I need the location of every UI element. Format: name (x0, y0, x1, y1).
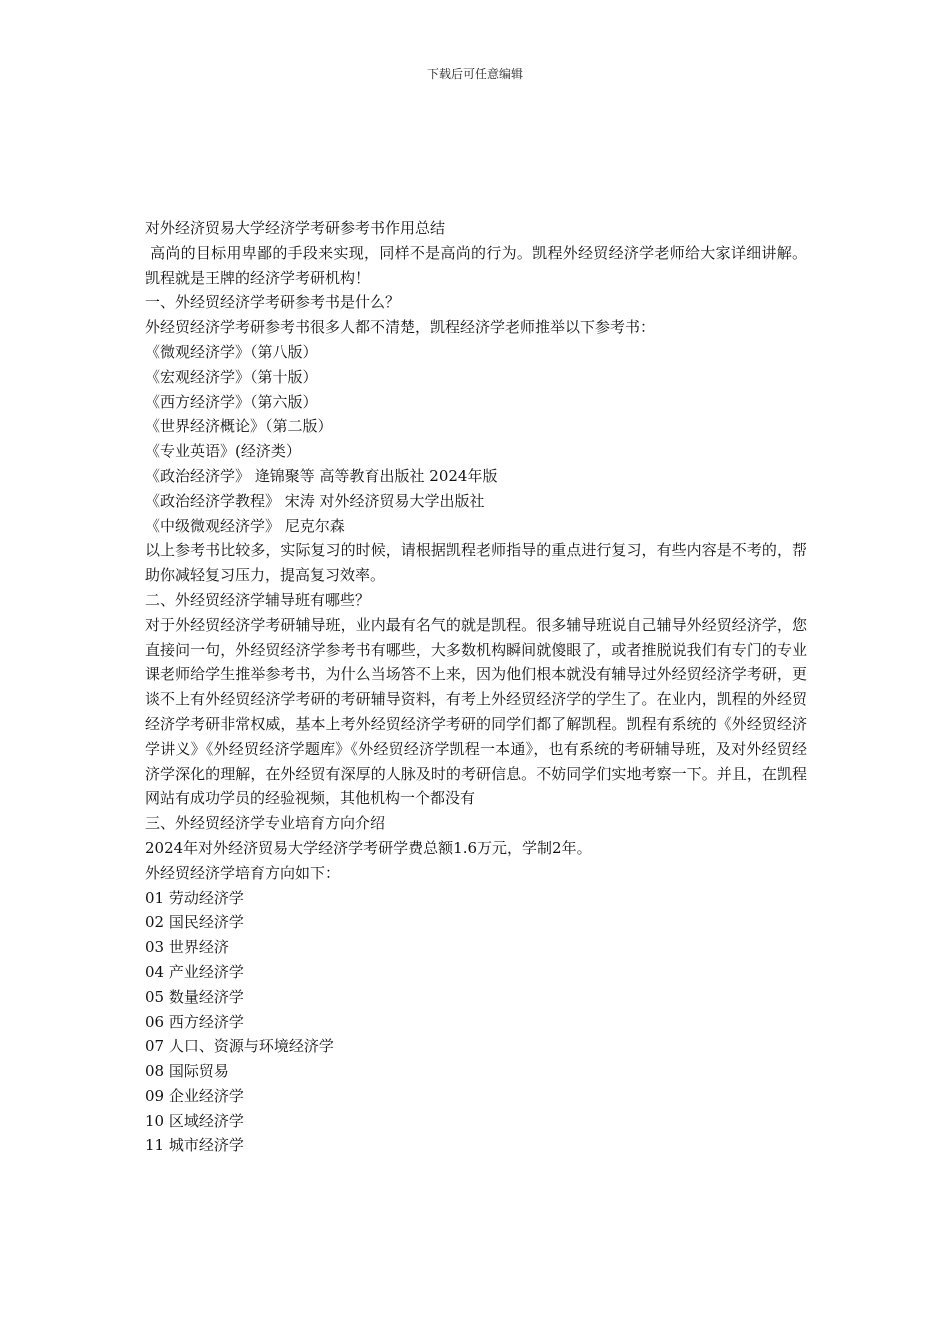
book-item: 《宏观经济学》（第十版） (145, 367, 318, 386)
page-header: 下载后可任意编辑 (426, 67, 523, 81)
direction-item: 03 世界经济 (145, 938, 229, 957)
book-item: 《专业英语》(经济类） (145, 442, 301, 461)
intro-paragraph: 高尚的目标用卑鄙的手段来实现，同样不是高尚的行为。凯程外经贸经济学老师给大家详细讲解。凯程就是王牌的经济学考研机构！ (145, 243, 807, 287)
direction-item: 10 区域经济学 (145, 1111, 244, 1130)
section2-heading: 二、外经贸经济学辅导班有哪些？ (145, 590, 371, 609)
document-title: 对外经济贸易大学经济学考研参考书作用总结 (145, 219, 446, 237)
book-item: 《微观经济学》（第八版） (145, 342, 318, 361)
section3-lead: 外经贸经济学培育方向如下： (145, 863, 341, 882)
book-item: 《政治经济学》 逄锦聚等 高等教育出版社 2024年版 (145, 466, 498, 485)
book-item: 《政治经济学教程》 宋涛 对外经济贸易大学出版社 (145, 491, 485, 510)
direction-item: 07 人口、资源与环境经济学 (145, 1037, 334, 1056)
section1-lead: 外经贸经济学考研参考书很多人都不清楚，凯程经济学老师推举以下参考书： (145, 318, 656, 337)
section1-note: 以上参考书比较多，实际复习的时候，请根据凯程老师指导的重点进行复习，有些内容是不考的，帮助你减轻复习压力，提高复习效率。 (145, 541, 807, 585)
section2-body: 对于外经贸经济学考研辅导班，业内最有名气的就是凯程。很多辅导班说自己辅导外经贸经济学，您直接问一句，外经贸经济学参考书有哪些，大多数机构瞬间就傻眼了，或者推脱说我们有专门的专业课老师给学生推举参考书，为什么当场答不上来，因为他们根本就没有辅导过外经贸经济学考研，更谈不上有外经贸经济学考研的考研辅导资料，有考上外经贸经济学的学生了。在业内，凯程的外经贸经济学考研非常权威，基本上考外经贸经济学考研的同学们都了解凯程。凯程有系统的《外经贸经济学讲义》《外经贸经济学题库》《外经贸经济学凯程一本通》，也有系统的考研辅导班，及对外经贸经济学深化的理解，在外经贸有深厚的人脉及时的考研信息。不妨同学们实地考察一下。并且，在凯程网站有成功学员的经验视频，其他机构一个都没有 (145, 615, 807, 808)
section3-fee: 2024年对外经济贸易大学经济学考研学费总额1.6万元，学制2年。 (145, 838, 592, 857)
direction-item: 02 国民经济学 (145, 913, 244, 932)
book-item: 《世界经济概论》（第二版） (145, 417, 333, 436)
book-item: 《西方经济学》（第六版） (145, 392, 318, 411)
direction-item: 11 城市经济学 (145, 1136, 244, 1155)
direction-item: 09 企业经济学 (145, 1086, 244, 1105)
document-body (145, 216, 807, 1158)
direction-item: 01 劳动经济学 (145, 888, 244, 907)
direction-item: 04 产业经济学 (145, 962, 244, 981)
section3-heading: 三、外经贸经济学专业培育方向介绍 (145, 814, 386, 833)
direction-item: 06 西方经济学 (145, 1012, 244, 1031)
direction-item: 05 数量经济学 (145, 987, 244, 1006)
section1-heading: 一、外经贸经济学考研参考书是什么？ (145, 293, 401, 312)
direction-item: 08 国际贸易 (145, 1062, 229, 1081)
book-item: 《中级微观经济学》 尼克尔森 (145, 516, 345, 535)
